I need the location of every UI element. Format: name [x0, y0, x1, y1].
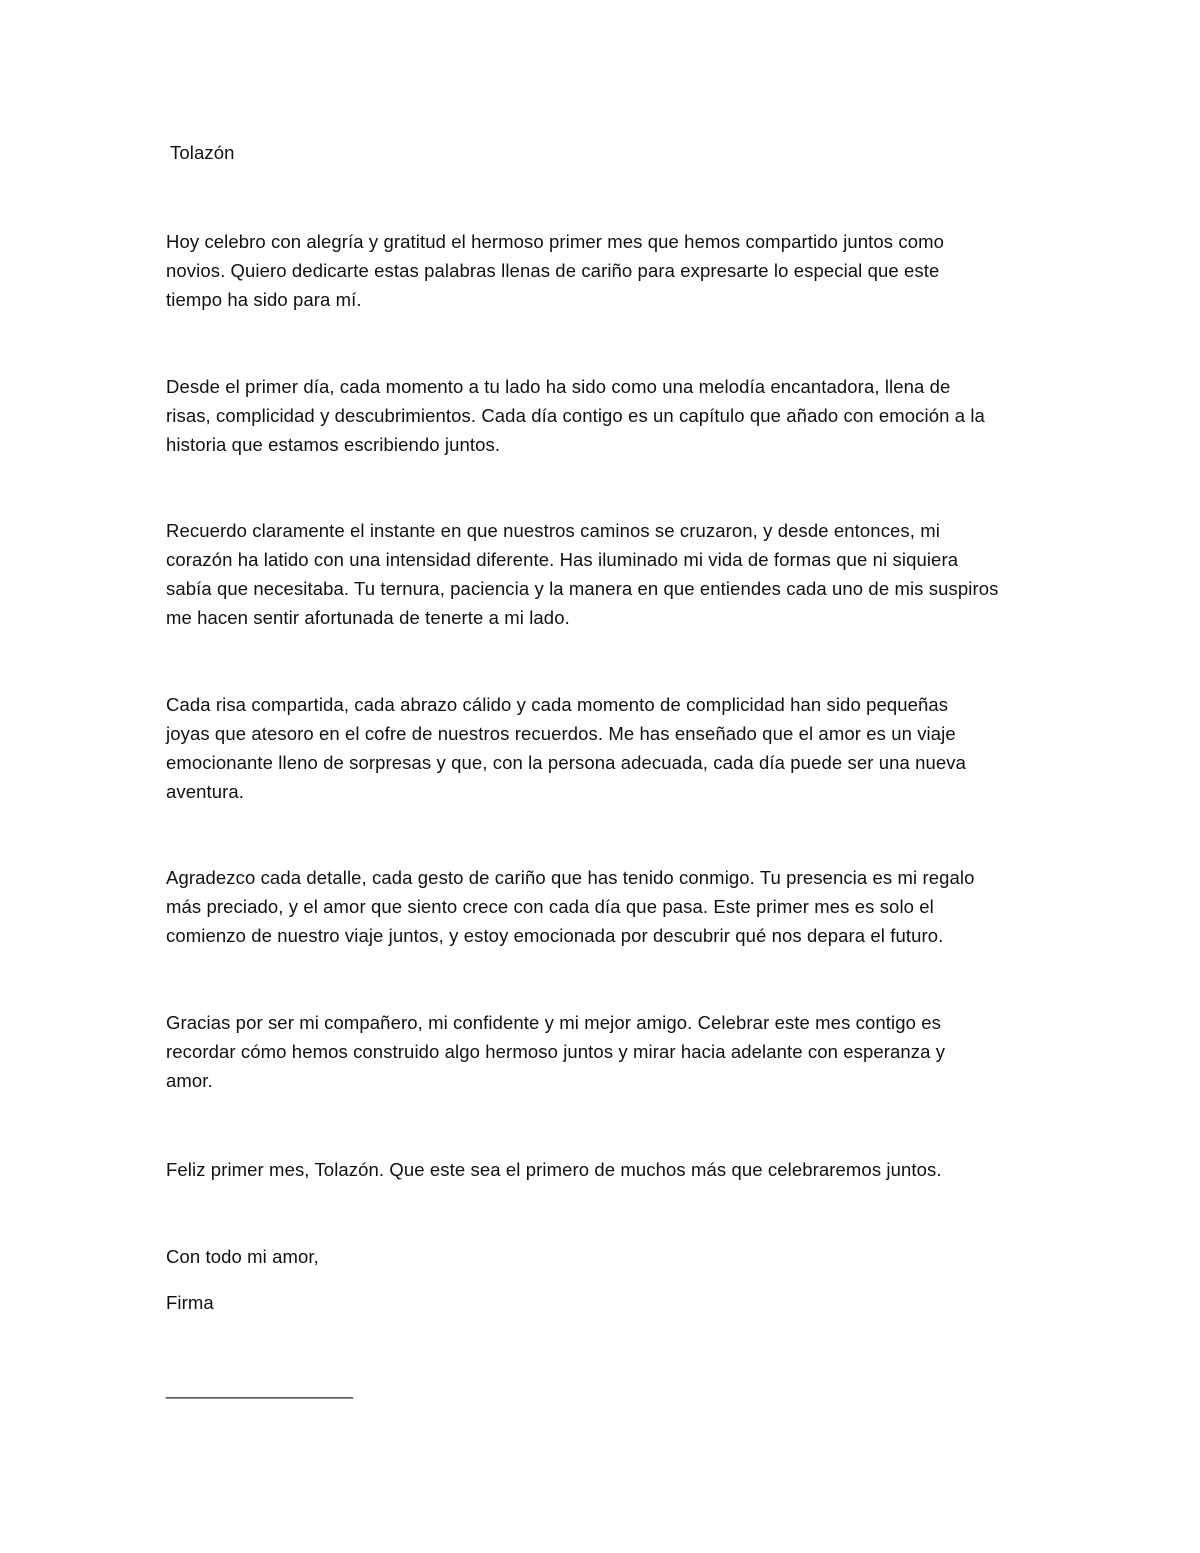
paragraph-line: historia que estamos escribiendo juntos.	[166, 434, 501, 455]
paragraph-line: risas, complicidad y descubrimientos. Cada día contigo es un capítulo que añado con emoción a la	[166, 405, 985, 426]
signature-label: Firma	[166, 1292, 214, 1313]
paragraph-line: joyas que atesoro en el cofre de nuestros recuerdos. Me has enseñado que el amor es un viaje	[166, 723, 956, 744]
paragraph-line: me hacen sentir afortunada de tenerte a mi lado.	[166, 607, 570, 628]
paragraph-line: novios. Quiero dedicarte estas palabras llenas de cariño para expresarte lo especial que este	[166, 260, 940, 281]
paragraph-line: Agradezco cada detalle, cada gesto de cariño que has tenido conmigo. Tu presencia es mi regalo	[166, 867, 975, 888]
paragraph-line: Hoy celebro con alegría y gratitud el hermoso primer mes que hemos compartido juntos como	[166, 231, 945, 252]
signature-line: __________________	[166, 1378, 353, 1399]
paragraph-line: emocionante lleno de sorpresas y que, con la persona adecuada, cada día puede ser una nueva	[166, 752, 967, 773]
paragraph-line: Gracias por ser mi compañero, mi confidente y mi mejor amigo. Celebrar este mes contigo es	[166, 1012, 941, 1033]
paragraph-line: Recuerdo claramente el instante en que nuestros caminos se cruzaron, y desde entonces, mi	[166, 520, 940, 541]
letter-greeting: Tolazón	[170, 142, 235, 163]
paragraph-line: comienzo de nuestro viaje juntos, y estoy emocionada por descubrir qué nos depara el futuro.	[166, 925, 944, 946]
paragraph-line: más preciado, y el amor que siento crece con cada día que pasa. Este primer mes es solo el	[166, 896, 934, 917]
paragraph-line: sabía que necesitaba. Tu ternura, paciencia y la manera en que entiendes cada uno de mis suspiros	[166, 578, 999, 599]
paragraph-line: recordar cómo hemos construido algo hermoso juntos y mirar hacia adelante con esperanza y	[166, 1041, 946, 1062]
paragraph-line: Cada risa compartida, cada abrazo cálido y cada momento de complicidad han sido pequeñas	[166, 694, 949, 715]
paragraph-line: amor.	[166, 1070, 213, 1091]
paragraph-line: Desde el primer día, cada momento a tu lado ha sido como una melodía encantadora, llena de	[166, 376, 951, 397]
paragraph-line: corazón ha latido con una intensidad diferente. Has iluminado mi vida de formas que ni siquiera	[166, 549, 959, 570]
paragraph-line: tiempo ha sido para mí.	[166, 289, 362, 310]
letter-closing: Con todo mi amor,	[166, 1246, 319, 1267]
paragraph-line: Feliz primer mes, Tolazón. Que este sea el primero de muchos más que celebraremos juntos.	[166, 1159, 942, 1180]
paragraph-line: aventura.	[166, 781, 245, 802]
